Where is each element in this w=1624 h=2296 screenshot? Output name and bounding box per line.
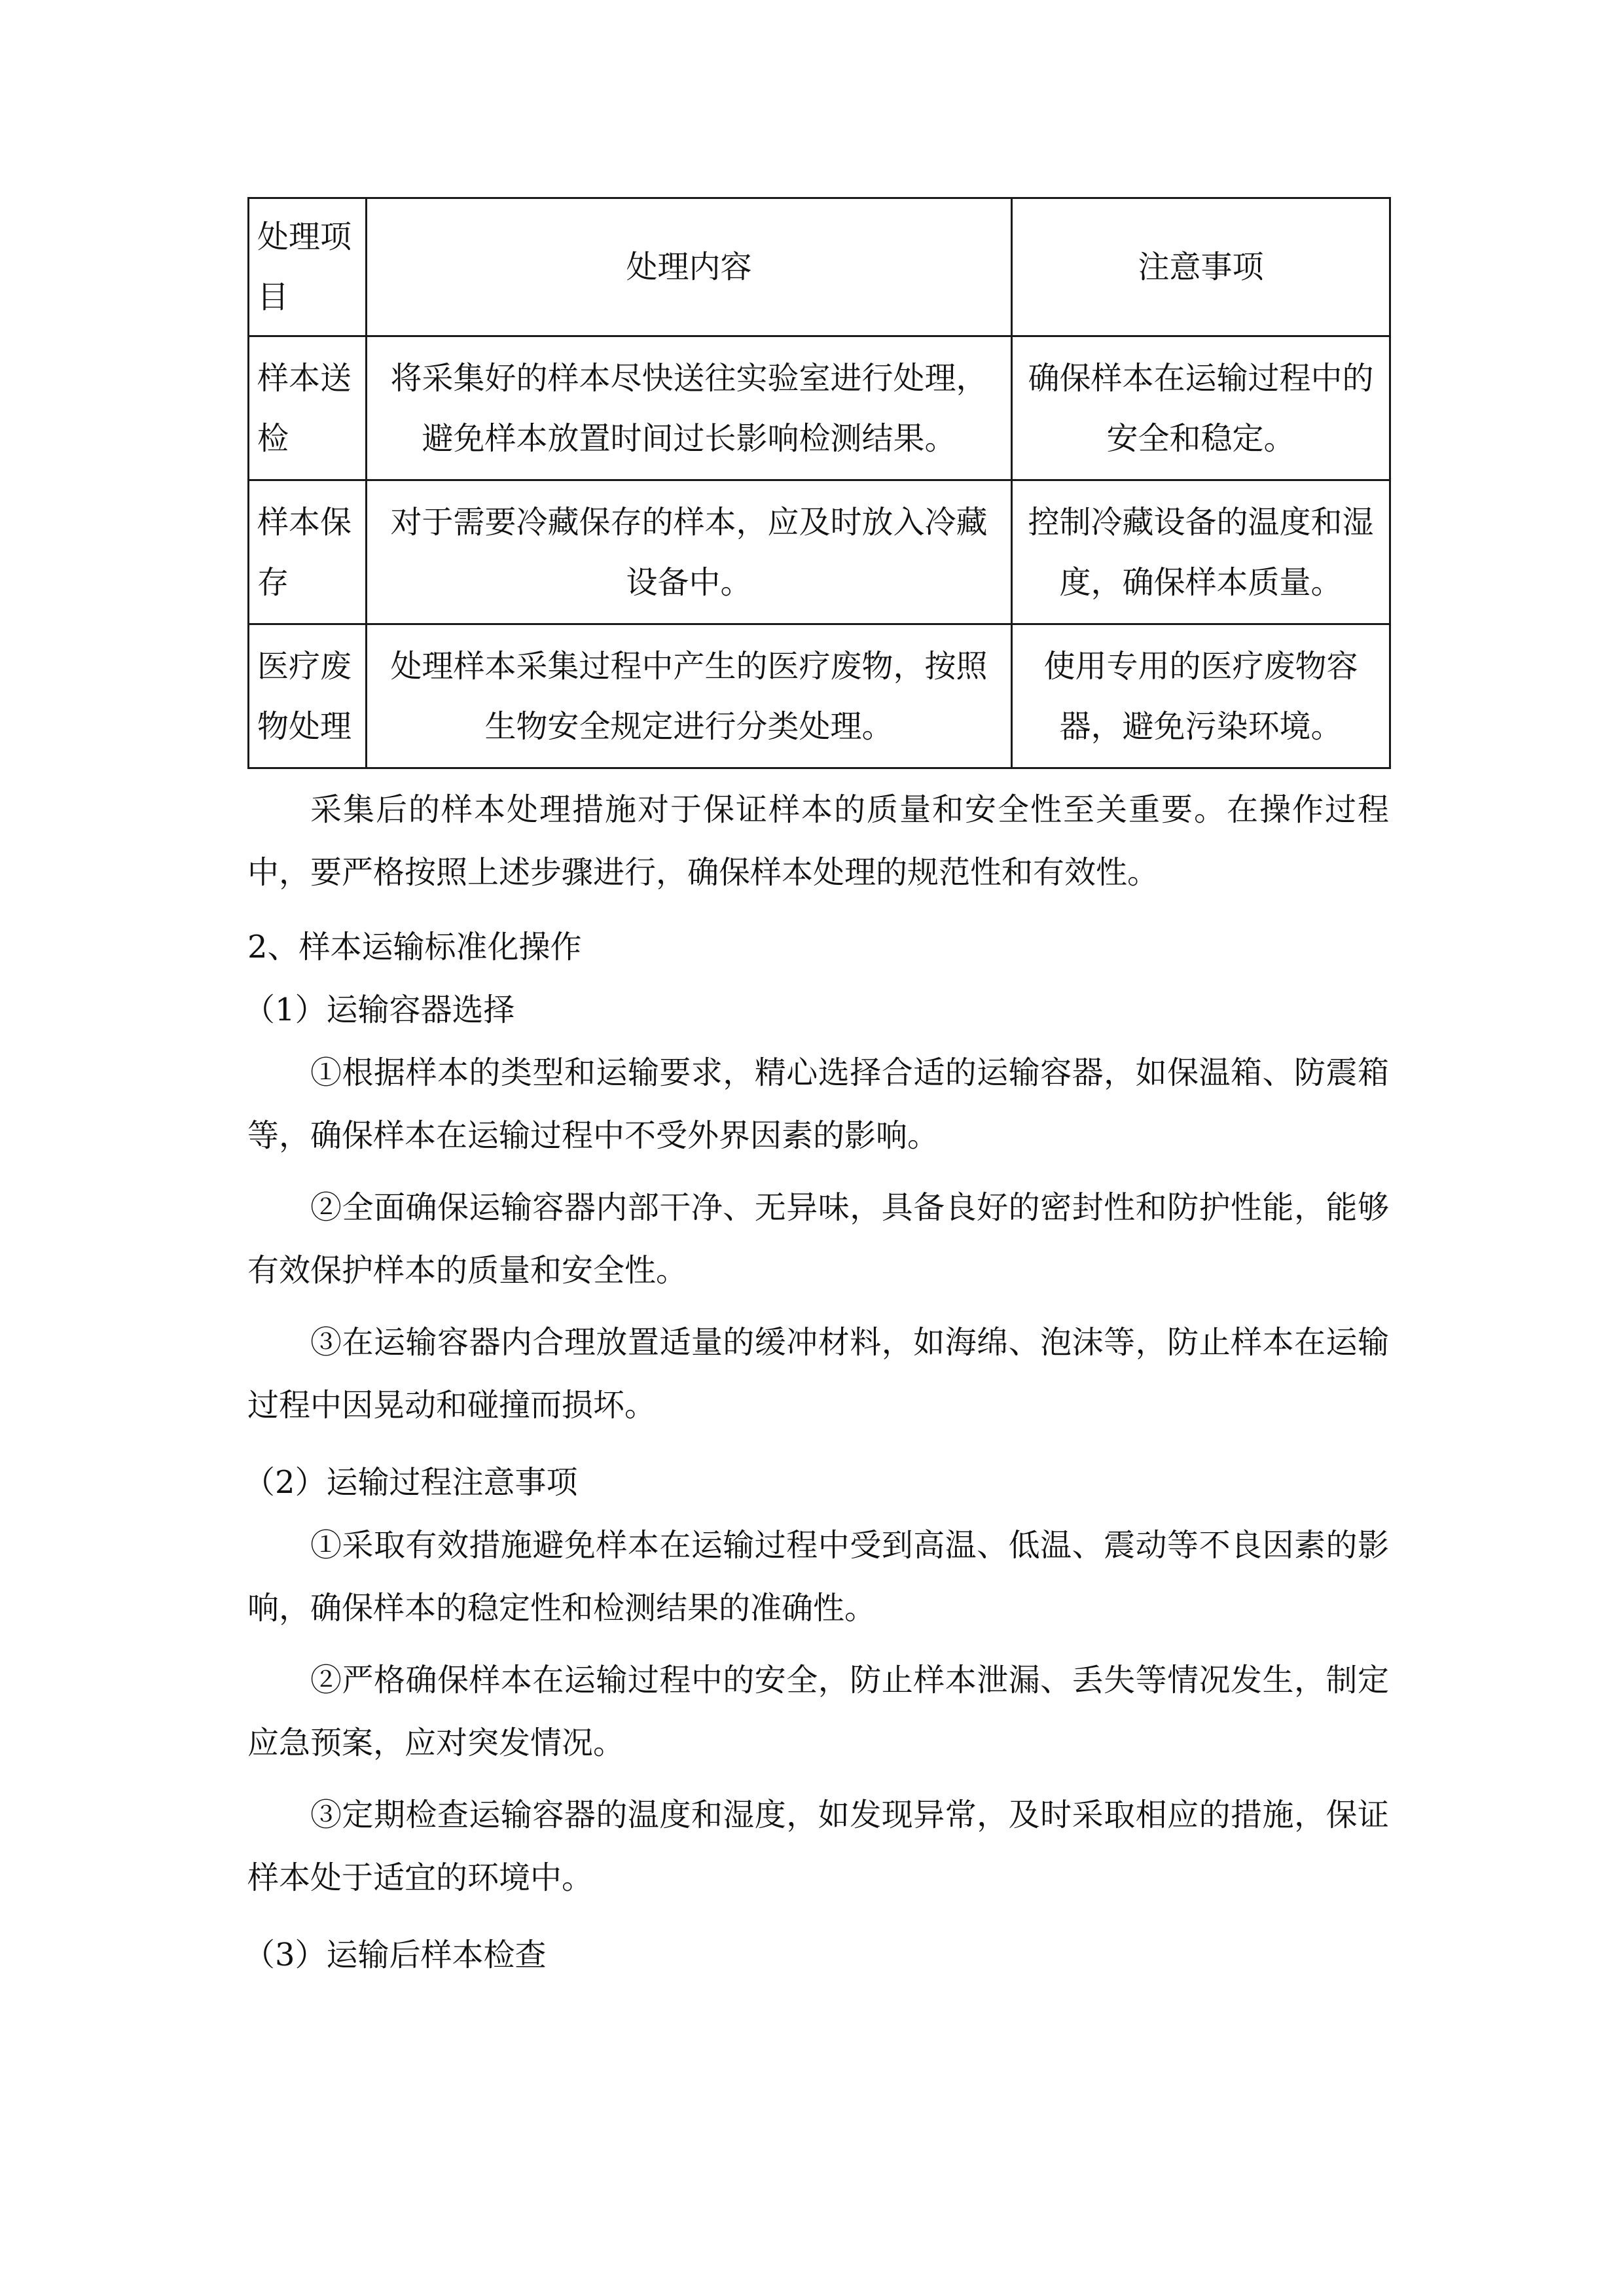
subsection-1-item-3: ③在运输容器内合理放置适量的缓冲材料，如海绵、泡沫等，防止样本在运输过程中因晃动和碰撞而损坏。 <box>247 1324 1389 1424</box>
subsection-2-item-1: ①采取有效措施避免样本在运输过程中受到高温、低温、震动等不良因素的影响，确保样本的稳定性和检测结果的准确性。 <box>247 1527 1389 1626</box>
row-item: 样本送检 <box>249 336 367 480</box>
subsection-2-heading: （2）运输过程注意事项 <box>244 1464 578 1501</box>
row-note: 使用专用的医疗废物容器，避免污染环境。 <box>1012 624 1390 768</box>
sample-processing-table <box>247 197 1391 769</box>
subsection-2-item-2: ②严格确保样本在运输过程中的安全，防止样本泄漏、丢失等情况发生，制定应急预案，应对突发情况。 <box>247 1662 1389 1761</box>
section-2-heading: 2、样本运输标准化操作 <box>247 929 582 965</box>
header-note: 注意事项 <box>1012 198 1390 336</box>
table-row <box>249 624 1390 768</box>
row-content: 将采集好的样本尽快送往实验室进行处理，避免样本放置时间过长影响检测结果。 <box>367 336 1012 480</box>
subsection-3-heading: （3）运输后样本检查 <box>244 1937 547 1973</box>
row-note: 确保样本在运输过程中的安全和稳定。 <box>1012 336 1390 480</box>
subsection-1-item-1: ①根据样本的类型和运输要求，精心选择合适的运输容器，如保温箱、防震箱等，确保样本在运输过程中不受外界因素的影响。 <box>247 1054 1389 1154</box>
row-item: 样本保存 <box>249 480 367 624</box>
subsection-2-item-3: ③定期检查运输容器的温度和湿度，如发现异常，及时采取相应的措施，保证样本处于适宜的环境中。 <box>247 1797 1389 1896</box>
header-content: 处理内容 <box>367 198 1012 336</box>
page-content <box>244 197 1389 1986</box>
subsection-1-heading: （1）运输容器选择 <box>244 992 515 1028</box>
summary-paragraph: 采集后的样本处理措施对于保证样本的质量和安全性至关重要。在操作过程中，要严格按照上述步骤进行，确保样本处理的规范性和有效性。 <box>247 791 1389 891</box>
table-row <box>249 480 1390 624</box>
row-item: 医疗废物处理 <box>249 624 367 768</box>
row-content: 对于需要冷藏保存的样本，应及时放入冷藏设备中。 <box>367 480 1012 624</box>
row-note: 控制冷藏设备的温度和湿度，确保样本质量。 <box>1012 480 1390 624</box>
subsection-1-item-2: ②全面确保运输容器内部干净、无异味，具备良好的密封性和防护性能，能够有效保护样本的质量和安全性。 <box>247 1189 1389 1289</box>
table-header-row <box>249 198 1390 336</box>
header-item: 处理项目 <box>249 198 367 336</box>
row-content: 处理样本采集过程中产生的医疗废物，按照生物安全规定进行分类处理。 <box>367 624 1012 768</box>
table-row <box>249 336 1390 480</box>
